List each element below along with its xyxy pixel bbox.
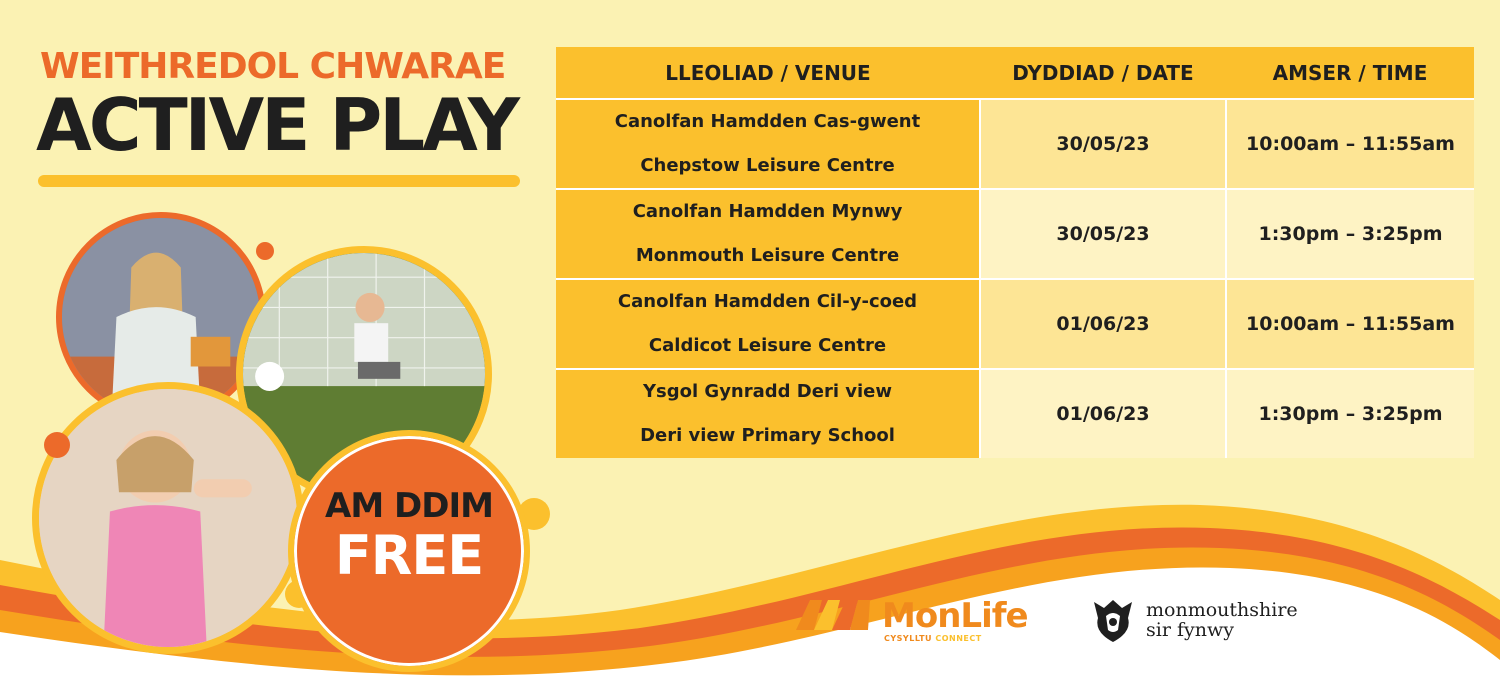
date-cell: 01/06/23 [980, 369, 1226, 458]
venue-english: Deri view Primary School [640, 425, 895, 446]
photo-girl-dancing [32, 382, 304, 654]
venue-welsh: Canolfan Hamdden Cil-y-coed [617, 291, 918, 312]
table-row [556, 99, 1474, 189]
monlife-tagline [884, 634, 982, 643]
monlife-tag-welsh: CYSYLLTU [884, 634, 933, 643]
council-name [1146, 600, 1298, 640]
heading-welsh: WEITHREDOL CHWARAE [40, 46, 506, 87]
time-cell: 10:00am – 11:55am [1226, 99, 1474, 189]
table-row [556, 189, 1474, 279]
free-badge-welsh: AM DDIM [325, 486, 493, 526]
monmouthshire-logo [1088, 598, 1308, 648]
monmouthshire-crest-icon [1088, 598, 1138, 644]
venue-cell [556, 279, 980, 369]
venue-welsh: Ysgol Gynradd Deri view [642, 381, 893, 402]
free-badge-english: FREE [334, 524, 484, 587]
schedule-table [556, 47, 1474, 458]
venue-welsh: Canolfan Hamdden Mynwy [632, 201, 903, 222]
monlife-name: MonLife [882, 596, 1028, 636]
venue-welsh: Canolfan Hamdden Cas-gwent [614, 111, 921, 132]
header-venue: LLEOLIAD / VENUE [556, 47, 980, 99]
header-date: DYDDIAD / DATE [980, 47, 1226, 99]
heading-underline [38, 175, 520, 187]
monlife-tag-english: CONNECT [935, 634, 982, 643]
free-badge [288, 430, 530, 672]
council-name-english: monmouthshire [1146, 599, 1298, 621]
header-time: AMSER / TIME [1226, 47, 1474, 99]
time-cell: 10:00am – 11:55am [1226, 279, 1474, 369]
table-row [556, 369, 1474, 458]
monlife-logo-icon [796, 600, 876, 630]
decor-dot [44, 432, 70, 458]
venue-english: Chepstow Leisure Centre [640, 155, 895, 176]
schedule-header-row [556, 47, 1474, 99]
table-row [556, 279, 1474, 369]
date-cell: 01/06/23 [980, 279, 1226, 369]
venue-cell [556, 369, 980, 458]
date-cell: 30/05/23 [980, 189, 1226, 279]
decor-dot [256, 242, 274, 260]
venue-cell [556, 189, 980, 279]
monlife-logo [796, 596, 1026, 646]
time-cell: 1:30pm – 3:25pm [1226, 369, 1474, 458]
venue-english: Monmouth Leisure Centre [635, 245, 900, 266]
venue-english: Caldicot Leisure Centre [648, 335, 887, 356]
time-cell: 1:30pm – 3:25pm [1226, 189, 1474, 279]
venue-cell [556, 99, 980, 189]
date-cell: 30/05/23 [980, 99, 1226, 189]
council-name-welsh: sir fynwy [1146, 619, 1234, 641]
heading-english: ACTIVE PLAY [36, 83, 518, 167]
